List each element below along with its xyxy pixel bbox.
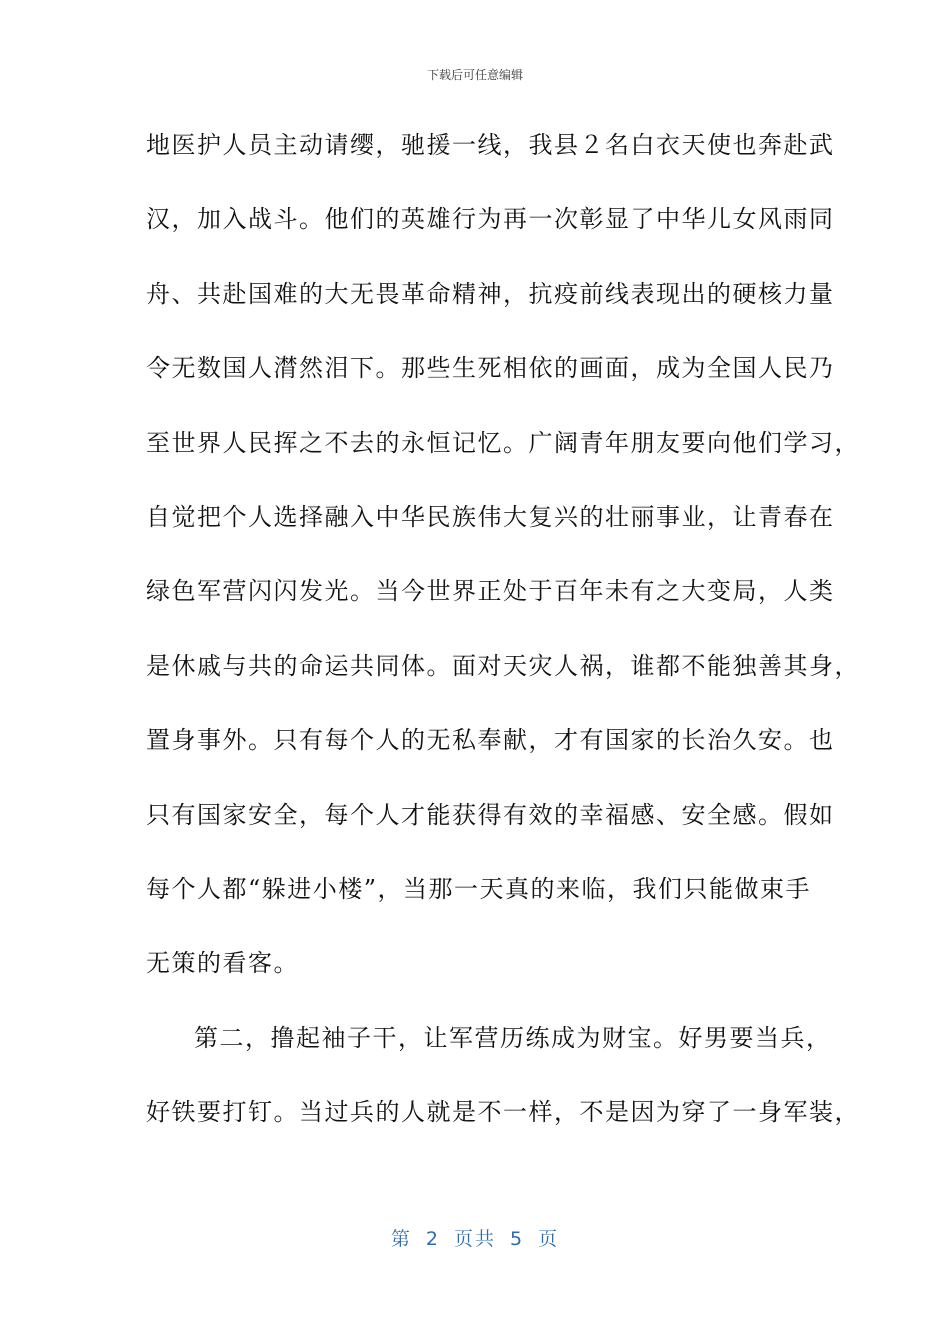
document-body bbox=[146, 118, 860, 1159]
text-line: 舟、共赴国难的大无畏革命精神，抗疫前线表现出的硬核力量 bbox=[146, 279, 835, 308]
text-line: 自觉把个人选择融入中华民族伟大复兴的壮丽事业，让青春在 bbox=[146, 502, 835, 531]
text-line: 令无数国人潸然泪下。那些生死相依的画面，成为全国人民乃 bbox=[146, 354, 835, 383]
text-line: 好铁要打钉。当过兵的人就是不一样，不是因为穿了一身军装， bbox=[146, 1098, 860, 1127]
page-number-footer: 第 2 页共 5 页 bbox=[390, 1228, 560, 1250]
paragraph-start-line: 第二，撸起袖子干，让军营历练成为财宝。好男要当兵， bbox=[194, 1023, 832, 1052]
text-line: 至世界人民挥之不去的永恒记忆。广阔青年朋友要向他们学习， bbox=[146, 428, 860, 457]
text-line: 是休戚与共的命运共同体。面对天灾人祸，谁都不能独善其身， bbox=[146, 651, 860, 680]
text-line: 地医护人员主动请缨，驰援一线，我县２名白衣天使也奔赴武 bbox=[146, 131, 835, 159]
text-line: 只有国家安全，每个人才能获得有效的幸福感、安全感。假如 bbox=[146, 800, 835, 829]
text-line: 无策的看客。 bbox=[146, 949, 299, 978]
page-header-note: 下载后可任意编辑 bbox=[426, 68, 523, 82]
text-line: 绿色军营闪闪发光。当今世界正处于百年未有之大变局，人类 bbox=[146, 577, 835, 606]
text-line: 每个人都“躲进小楼”，当那一天真的来临，我们只能做束手 bbox=[146, 874, 812, 903]
text-line: 置身事外。只有每个人的无私奉献，才有国家的长治久安。也 bbox=[146, 726, 835, 755]
text-line: 汉，加入战斗。他们的英雄行为再一次彰显了中华儿女风雨同 bbox=[146, 205, 835, 234]
